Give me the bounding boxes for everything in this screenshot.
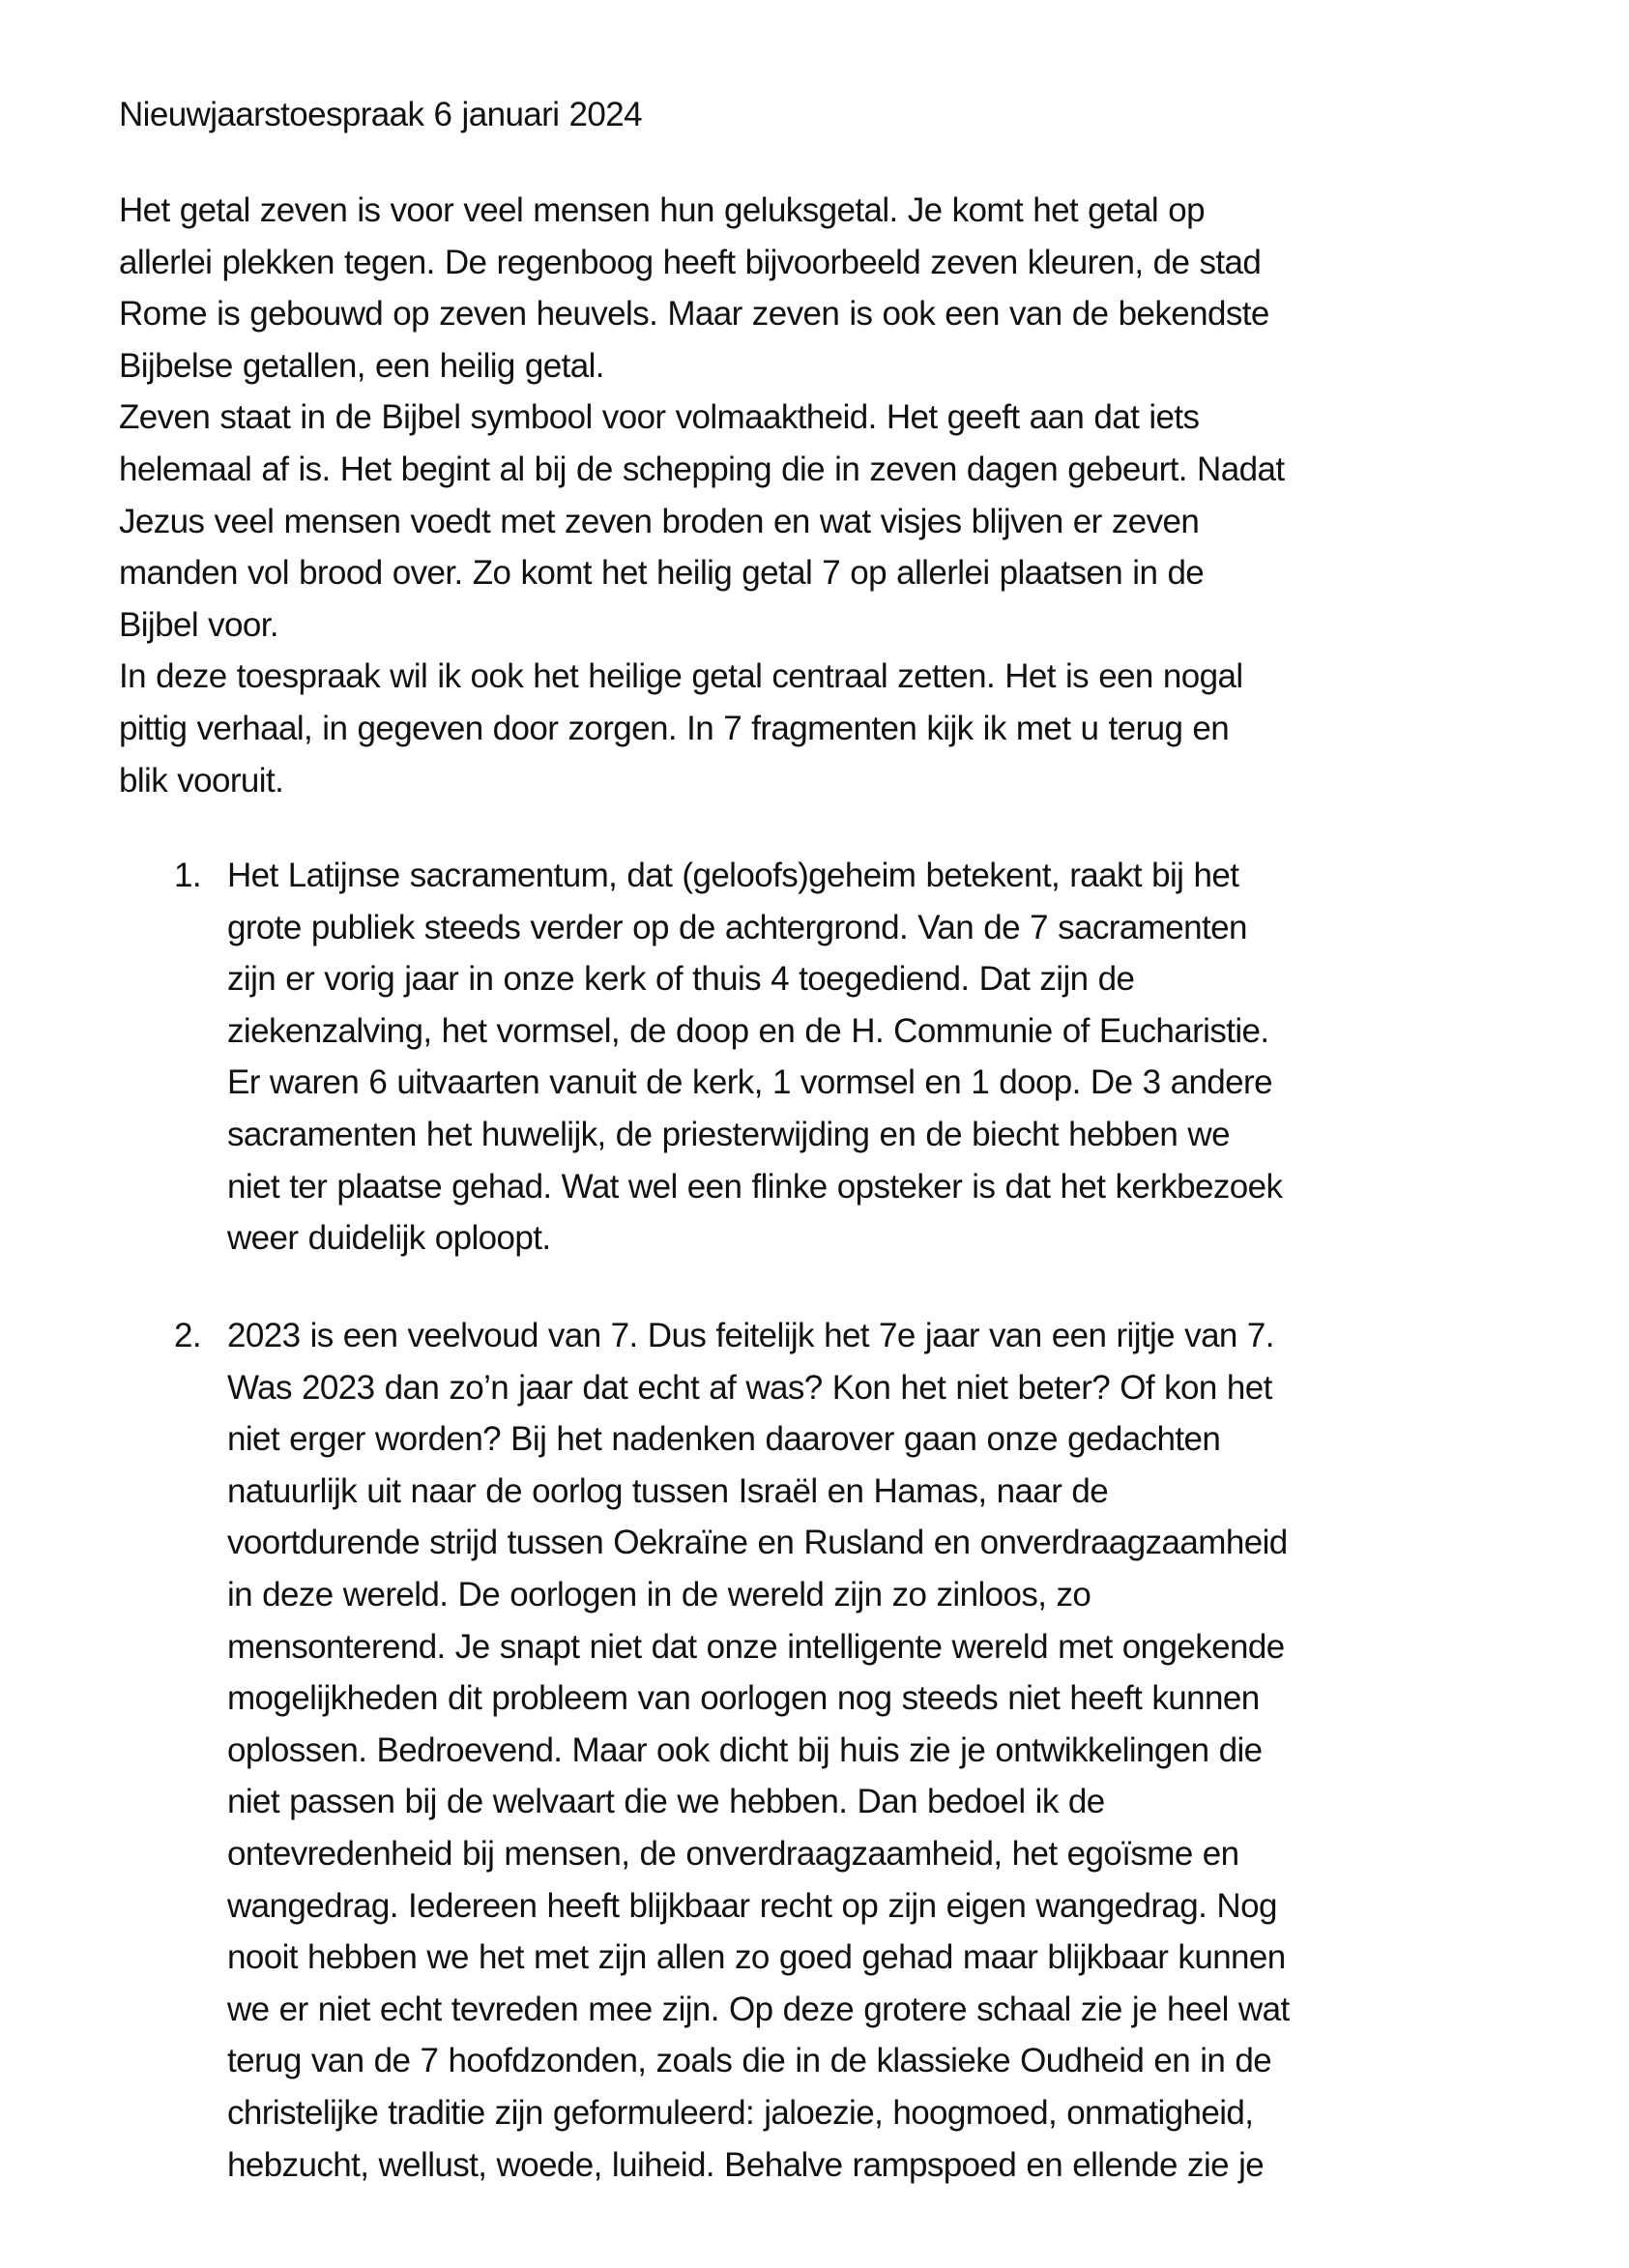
text-line: 2023 is een veelvoud van 7. Dus feitelijk het 7e jaar van een rijtje van 7. [227, 1317, 1274, 1354]
text-line: ziekenzalving, het vormsel, de doop en de H. Communie of Eucharistie. [227, 1011, 1269, 1050]
text-line: grote publiek steeds verder op de achtergrond. Van de 7 sacramenten [227, 908, 1247, 946]
text-line: Bijbelse getallen, een heilig getal. [119, 346, 604, 385]
text-line: we er niet echt tevreden mee zijn. Op deze grotere schaal zie je heel wat [227, 1990, 1290, 2028]
intro-paragraph [119, 185, 1284, 806]
list-number: 2. [174, 1317, 201, 1354]
text-line: hebzucht, wellust, woede, luiheid. Behalve rampspoed en ellende zie je [227, 2145, 1265, 2184]
text-line: niet erger worden? Bij het nadenken daarover gaan onze gedachten [227, 1420, 1221, 1459]
text-line: nooit hebben we het met zijn allen zo goed gehad maar blijkbaar kunnen [227, 1938, 1286, 1977]
text-line: wangedrag. Iedereen heeft blijkbaar recht op zijn eigen wangedrag. Nog [227, 1886, 1277, 1925]
text-line: helemaal af is. Het begint al bij de schepping die in zeven dagen gebeurt. Nadat [119, 450, 1285, 488]
text-line: mensonterend. Je snapt niet dat onze intelligente wereld met ongekende [227, 1627, 1285, 1666]
text-line: Bijbel voor. [119, 605, 279, 644]
text-line: in deze wereld. De oorlogen in de wereld zijn zo zinloos, zo [227, 1575, 1091, 1614]
text-line: christelijke traditie zijn geformuleerd: jaloezie, hoogmoed, onmatigheid, [227, 2093, 1254, 2132]
text-line: allerlei plekken tegen. De regenboog heeft bijvoorbeeld zeven kleuren, de stad [119, 243, 1262, 281]
text-line: manden vol brood over. Zo komt het heilig getal 7 op allerlei plaatsen in de [119, 554, 1205, 593]
text-line: mogelijkheden dit probleem van oorlogen nog steeds niet heeft kunnen [227, 1679, 1260, 1718]
text-line: terug van de 7 hoofdzonden, zoals die in de klassieke Oudheid en in de [227, 2042, 1272, 2080]
list-item-text [227, 1310, 1290, 2191]
document-title: Nieuwjaarstoespraak 6 januari 2024 [119, 96, 642, 133]
text-line: ontevredenheid bij mensen, de onverdraagzaamheid, het egoïsme en [227, 1834, 1239, 1873]
text-line: In deze toespraak wil ik ook het heilige getal centraal zetten. Het is een nogal [119, 657, 1243, 696]
text-line: blik vooruit. [119, 761, 284, 800]
text-line: Het getal zeven is voor veel mensen hun geluksgetal. Je komt het getal op [119, 191, 1205, 229]
text-line: voortdurende strijd tussen Oekraïne en Rusland en onverdraagzaamheid [227, 1524, 1288, 1562]
text-line: zijn er vorig jaar in onze kerk of thuis 4 toegediend. Dat zijn de [227, 960, 1135, 999]
text-line: pittig verhaal, in gegeven door zorgen. In 7 fragmenten kijk ik met u terug en [119, 709, 1230, 747]
text-line: niet ter plaatse gehad. Wat wel een flinke opsteker is dat het kerkbezoek [227, 1167, 1283, 1206]
text-line: niet passen bij de welvaart die we hebben. Dan bedoel ik de [227, 1783, 1105, 1821]
list-number: 1. [174, 857, 201, 894]
text-line: Rome is gebouwd op zeven heuvels. Maar zeven is ook een van de bekendste [119, 295, 1269, 334]
text-line: Jezus veel mensen voedt met zeven broden en wat visjes blijven er zeven [119, 502, 1200, 540]
text-line: Zeven staat in de Bijbel symbool voor volmaaktheid. Het geeft aan dat iets [119, 398, 1200, 437]
text-line: Het Latijnse sacramentum, dat (geloofs)geheim betekent, raakt bij het [227, 857, 1239, 894]
text-line: sacramenten het huwelijk, de priesterwijding en de biecht hebben we [227, 1115, 1230, 1153]
text-line: weer duidelijk oploopt. [227, 1219, 551, 1258]
text-line: Was 2023 dan zo’n jaar dat echt af was? Kon het niet beter? Of kon het [227, 1368, 1272, 1407]
text-line: natuurlijk uit naar de oorlog tussen Israël en Hamas, naar de [227, 1471, 1109, 1510]
text-line: Er waren 6 uitvaarten vanuit de kerk, 1 vormsel en 1 doop. De 3 andere [227, 1063, 1272, 1102]
text-line: oplossen. Bedroevend. Maar ook dicht bij huis zie je ontwikkelingen die [227, 1730, 1263, 1769]
list-item-text [227, 850, 1282, 1265]
